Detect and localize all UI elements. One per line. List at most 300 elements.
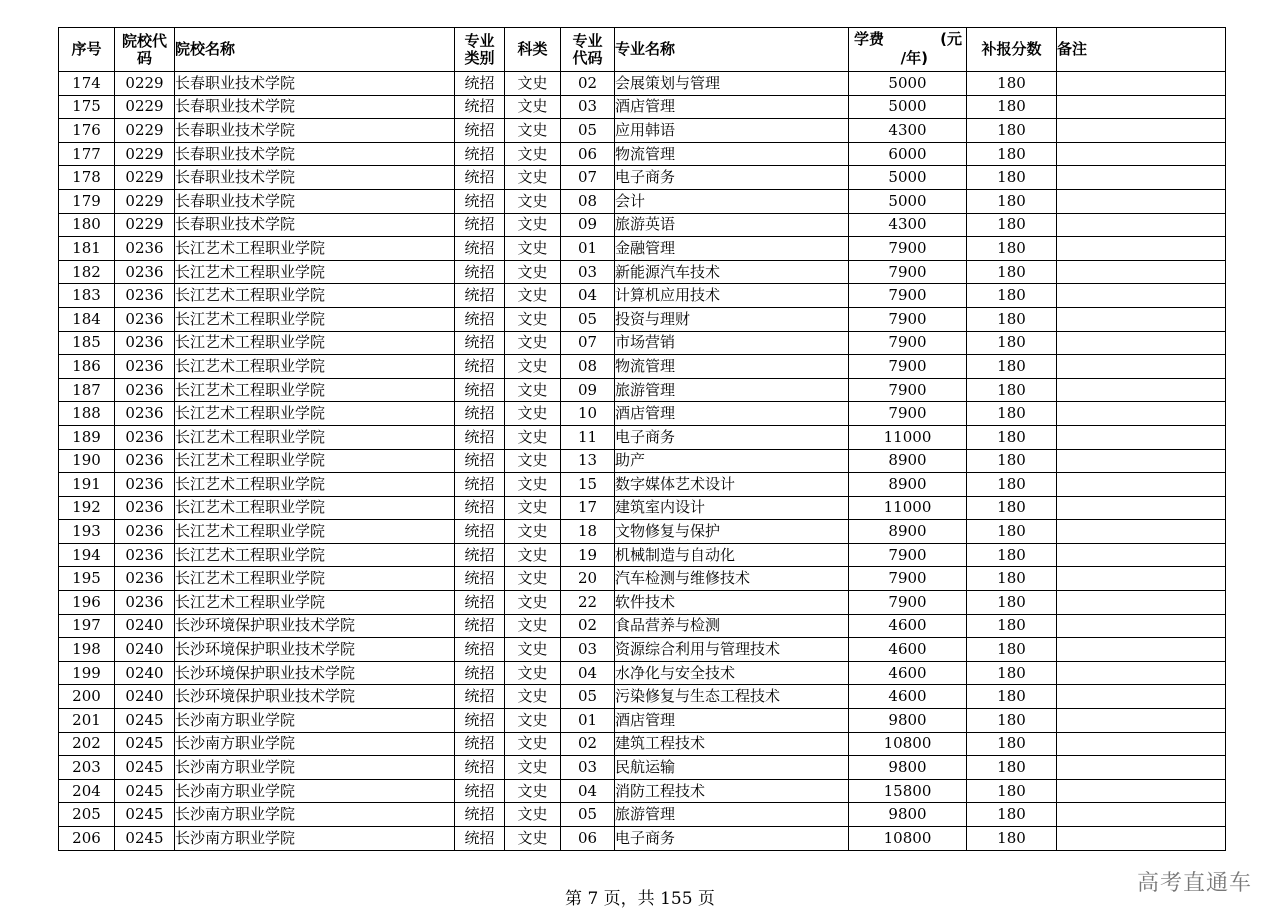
header-major-name: 专业名称	[615, 28, 849, 72]
cell-seq: 186	[59, 355, 115, 379]
cell-remarks	[1057, 567, 1226, 591]
cell-seq: 198	[59, 638, 115, 662]
cell-school-code: 0229	[115, 142, 175, 166]
cell-fee: 9800	[849, 803, 967, 827]
cell-school-name: 长沙南方职业学院	[175, 827, 455, 851]
cell-seq: 191	[59, 473, 115, 497]
table-row	[59, 402, 1226, 426]
cell-min-score: 180	[967, 685, 1057, 709]
cell-subject: 文史	[505, 72, 561, 96]
cell-min-score: 180	[967, 425, 1057, 449]
cell-subject: 文史	[505, 591, 561, 615]
cell-subject: 文史	[505, 355, 561, 379]
cell-subject: 文史	[505, 661, 561, 685]
cell-seq: 194	[59, 543, 115, 567]
cell-remarks	[1057, 496, 1226, 520]
table-row	[59, 638, 1226, 662]
cell-category: 统招	[455, 72, 505, 96]
cell-major-name: 应用韩语	[615, 119, 849, 143]
header-fee-label: 学费	[854, 30, 885, 48]
cell-seq: 181	[59, 237, 115, 261]
cell-subject: 文史	[505, 331, 561, 355]
cell-school-name: 长江艺术工程职业学院	[175, 496, 455, 520]
table-row	[59, 284, 1226, 308]
cell-remarks	[1057, 72, 1226, 96]
cell-school-code: 0245	[115, 827, 175, 851]
cell-major-name: 金融管理	[615, 237, 849, 261]
cell-school-name: 长春职业技术学院	[175, 142, 455, 166]
cell-min-score: 180	[967, 803, 1057, 827]
cell-subject: 文史	[505, 449, 561, 473]
cell-min-score: 180	[967, 520, 1057, 544]
cell-remarks	[1057, 543, 1226, 567]
table-header	[59, 28, 1226, 72]
table-row	[59, 614, 1226, 638]
header-category-line1: 专业	[464, 31, 495, 50]
cell-category: 统招	[455, 638, 505, 662]
header-major-code-line2: 代码	[572, 48, 603, 67]
cell-category: 统招	[455, 260, 505, 284]
cell-school-name: 长江艺术工程职业学院	[175, 449, 455, 473]
cell-category: 统招	[455, 827, 505, 851]
cell-seq: 185	[59, 331, 115, 355]
watermark-logo: 高考直通车	[1136, 871, 1252, 896]
cell-remarks	[1057, 685, 1226, 709]
cell-major-name: 资源综合利用与管理技术	[615, 638, 849, 662]
cell-major-code: 03	[561, 756, 615, 780]
cell-major-code: 04	[561, 661, 615, 685]
cell-min-score: 180	[967, 402, 1057, 426]
cell-remarks	[1057, 732, 1226, 756]
table-row	[59, 661, 1226, 685]
cell-seq: 189	[59, 425, 115, 449]
cell-category: 统招	[455, 95, 505, 119]
cell-category: 统招	[455, 756, 505, 780]
cell-seq: 202	[59, 732, 115, 756]
cell-subject: 文史	[505, 614, 561, 638]
cell-major-code: 03	[561, 260, 615, 284]
cell-category: 统招	[455, 425, 505, 449]
cell-category: 统招	[455, 378, 505, 402]
cell-subject: 文史	[505, 260, 561, 284]
cell-subject: 文史	[505, 473, 561, 497]
header-school-code	[115, 28, 175, 72]
cell-remarks	[1057, 307, 1226, 331]
cell-major-name: 会计	[615, 189, 849, 213]
cell-remarks	[1057, 284, 1226, 308]
cell-category: 统招	[455, 591, 505, 615]
cell-school-name: 长沙南方职业学院	[175, 756, 455, 780]
cell-major-code: 20	[561, 567, 615, 591]
cell-fee: 4600	[849, 685, 967, 709]
cell-school-name: 长沙南方职业学院	[175, 779, 455, 803]
table-row	[59, 355, 1226, 379]
header-school-code-line2: 码	[136, 48, 152, 67]
cell-school-code: 0236	[115, 425, 175, 449]
cell-major-name: 民航运输	[615, 756, 849, 780]
cell-seq: 178	[59, 166, 115, 190]
cell-category: 统招	[455, 567, 505, 591]
cell-min-score: 180	[967, 661, 1057, 685]
cell-school-code: 0229	[115, 72, 175, 96]
cell-school-code: 0236	[115, 284, 175, 308]
cell-major-name: 物流管理	[615, 142, 849, 166]
cell-major-code: 01	[561, 709, 615, 733]
header-seq: 序号	[59, 28, 115, 72]
cell-school-code: 0236	[115, 520, 175, 544]
cell-seq: 188	[59, 402, 115, 426]
cell-major-code: 11	[561, 425, 615, 449]
cell-major-name: 酒店管理	[615, 709, 849, 733]
cell-major-code: 05	[561, 307, 615, 331]
cell-major-code: 09	[561, 378, 615, 402]
cell-school-code: 0236	[115, 307, 175, 331]
cell-min-score: 180	[967, 284, 1057, 308]
table-row	[59, 827, 1226, 851]
cell-fee: 10800	[849, 827, 967, 851]
cell-major-code: 02	[561, 732, 615, 756]
cell-remarks	[1057, 355, 1226, 379]
cell-min-score: 180	[967, 449, 1057, 473]
cell-major-code: 06	[561, 827, 615, 851]
cell-seq: 204	[59, 779, 115, 803]
cell-seq: 197	[59, 614, 115, 638]
cell-major-code: 02	[561, 72, 615, 96]
table-row	[59, 72, 1226, 96]
cell-fee: 4600	[849, 614, 967, 638]
cell-min-score: 180	[967, 72, 1057, 96]
cell-school-name: 长沙环境保护职业技术学院	[175, 638, 455, 662]
table-row	[59, 709, 1226, 733]
cell-school-code: 0236	[115, 449, 175, 473]
cell-category: 统招	[455, 473, 505, 497]
cell-min-score: 180	[967, 260, 1057, 284]
cell-major-name: 文物修复与保护	[615, 520, 849, 544]
cell-major-name: 汽车检测与维修技术	[615, 567, 849, 591]
cell-category: 统招	[455, 803, 505, 827]
cell-seq: 192	[59, 496, 115, 520]
cell-subject: 文史	[505, 638, 561, 662]
cell-major-name: 新能源汽车技术	[615, 260, 849, 284]
cell-school-name: 长春职业技术学院	[175, 95, 455, 119]
cell-seq: 205	[59, 803, 115, 827]
header-fee-unit-close: /年)	[900, 49, 928, 67]
cell-school-code: 0240	[115, 661, 175, 685]
cell-category: 统招	[455, 237, 505, 261]
cell-seq: 196	[59, 591, 115, 615]
cell-min-score: 180	[967, 638, 1057, 662]
header-min-score: 补报分数	[967, 28, 1057, 72]
cell-major-name: 旅游管理	[615, 803, 849, 827]
cell-major-code: 17	[561, 496, 615, 520]
cell-min-score: 180	[967, 779, 1057, 803]
cell-fee: 6000	[849, 142, 967, 166]
cell-major-name: 助产	[615, 449, 849, 473]
cell-major-code: 18	[561, 520, 615, 544]
cell-category: 统招	[455, 331, 505, 355]
cell-remarks	[1057, 378, 1226, 402]
cell-school-code: 0229	[115, 213, 175, 237]
cell-fee: 7900	[849, 284, 967, 308]
cell-category: 统招	[455, 779, 505, 803]
cell-school-code: 0245	[115, 732, 175, 756]
cell-major-code: 13	[561, 449, 615, 473]
cell-min-score: 180	[967, 614, 1057, 638]
cell-major-name: 污染修复与生态工程技术	[615, 685, 849, 709]
table-row	[59, 237, 1226, 261]
table-row	[59, 260, 1226, 284]
cell-school-code: 0240	[115, 614, 175, 638]
table-row	[59, 473, 1226, 497]
cell-school-name: 长江艺术工程职业学院	[175, 591, 455, 615]
cell-major-code: 08	[561, 189, 615, 213]
cell-subject: 文史	[505, 402, 561, 426]
cell-category: 统招	[455, 189, 505, 213]
cell-category: 统招	[455, 661, 505, 685]
cell-school-name: 长江艺术工程职业学院	[175, 543, 455, 567]
table-row	[59, 591, 1226, 615]
cell-remarks	[1057, 95, 1226, 119]
cell-seq: 182	[59, 260, 115, 284]
cell-subject: 文史	[505, 803, 561, 827]
header-remarks: 备注	[1057, 28, 1226, 72]
header-school-name: 院校名称	[175, 28, 455, 72]
cell-category: 统招	[455, 520, 505, 544]
header-school-code-line1: 院校代	[121, 31, 167, 50]
cell-min-score: 180	[967, 237, 1057, 261]
cell-seq: 187	[59, 378, 115, 402]
cell-fee: 7900	[849, 331, 967, 355]
cell-remarks	[1057, 189, 1226, 213]
cell-subject: 文史	[505, 142, 561, 166]
header-major-code-line1: 专业	[572, 31, 603, 50]
cell-major-code: 08	[561, 355, 615, 379]
cell-remarks	[1057, 520, 1226, 544]
cell-category: 统招	[455, 709, 505, 733]
cell-school-name: 长江艺术工程职业学院	[175, 237, 455, 261]
cell-major-code: 01	[561, 237, 615, 261]
cell-remarks	[1057, 119, 1226, 143]
cell-major-code: 10	[561, 402, 615, 426]
cell-major-name: 软件技术	[615, 591, 849, 615]
cell-major-code: 22	[561, 591, 615, 615]
cell-school-name: 长春职业技术学院	[175, 72, 455, 96]
cell-subject: 文史	[505, 95, 561, 119]
cell-school-code: 0236	[115, 473, 175, 497]
cell-major-code: 04	[561, 284, 615, 308]
cell-remarks	[1057, 142, 1226, 166]
cell-fee: 11000	[849, 425, 967, 449]
cell-fee: 7900	[849, 237, 967, 261]
cell-school-name: 长江艺术工程职业学院	[175, 567, 455, 591]
table-row	[59, 166, 1226, 190]
cell-school-name: 长沙南方职业学院	[175, 732, 455, 756]
cell-major-name: 建筑工程技术	[615, 732, 849, 756]
cell-school-code: 0229	[115, 189, 175, 213]
cell-school-name: 长江艺术工程职业学院	[175, 355, 455, 379]
cell-fee: 9800	[849, 756, 967, 780]
cell-remarks	[1057, 331, 1226, 355]
cell-min-score: 180	[967, 378, 1057, 402]
cell-seq: 195	[59, 567, 115, 591]
table-row	[59, 543, 1226, 567]
cell-min-score: 180	[967, 756, 1057, 780]
cell-category: 统招	[455, 142, 505, 166]
cell-fee: 7900	[849, 355, 967, 379]
cell-school-code: 0229	[115, 166, 175, 190]
cell-subject: 文史	[505, 685, 561, 709]
table-row	[59, 378, 1226, 402]
cell-school-name: 长江艺术工程职业学院	[175, 331, 455, 355]
cell-category: 统招	[455, 496, 505, 520]
cell-subject: 文史	[505, 307, 561, 331]
cell-remarks	[1057, 709, 1226, 733]
cell-remarks	[1057, 425, 1226, 449]
cell-seq: 201	[59, 709, 115, 733]
table-row	[59, 425, 1226, 449]
cell-school-code: 0240	[115, 685, 175, 709]
table-row	[59, 331, 1226, 355]
cell-subject: 文史	[505, 779, 561, 803]
header-category	[455, 28, 505, 72]
cell-school-code: 0245	[115, 803, 175, 827]
cell-major-name: 电子商务	[615, 425, 849, 449]
cell-fee: 5000	[849, 166, 967, 190]
cell-subject: 文史	[505, 827, 561, 851]
cell-major-code: 05	[561, 803, 615, 827]
table-row	[59, 95, 1226, 119]
table-row	[59, 567, 1226, 591]
cell-seq: 176	[59, 119, 115, 143]
cell-major-code: 07	[561, 166, 615, 190]
cell-remarks	[1057, 260, 1226, 284]
cell-remarks	[1057, 638, 1226, 662]
cell-category: 统招	[455, 449, 505, 473]
cell-remarks	[1057, 779, 1226, 803]
cell-major-code: 07	[561, 331, 615, 355]
cell-min-score: 180	[967, 355, 1057, 379]
cell-fee: 10800	[849, 732, 967, 756]
cell-category: 统招	[455, 614, 505, 638]
cell-fee: 7900	[849, 402, 967, 426]
table-row	[59, 732, 1226, 756]
cell-subject: 文史	[505, 237, 561, 261]
cell-school-code: 0236	[115, 355, 175, 379]
table-row	[59, 142, 1226, 166]
cell-remarks	[1057, 213, 1226, 237]
cell-major-code: 09	[561, 213, 615, 237]
cell-remarks	[1057, 803, 1226, 827]
cell-subject: 文史	[505, 378, 561, 402]
cell-min-score: 180	[967, 95, 1057, 119]
cell-subject: 文史	[505, 189, 561, 213]
cell-seq: 175	[59, 95, 115, 119]
cell-seq: 184	[59, 307, 115, 331]
cell-min-score: 180	[967, 591, 1057, 615]
cell-remarks	[1057, 614, 1226, 638]
cell-school-name: 长春职业技术学院	[175, 119, 455, 143]
cell-major-name: 电子商务	[615, 827, 849, 851]
cell-school-code: 0236	[115, 331, 175, 355]
cell-fee: 7900	[849, 591, 967, 615]
cell-seq: 180	[59, 213, 115, 237]
cell-min-score: 180	[967, 166, 1057, 190]
cell-major-name: 电子商务	[615, 166, 849, 190]
cell-remarks	[1057, 402, 1226, 426]
cell-min-score: 180	[967, 189, 1057, 213]
cell-subject: 文史	[505, 213, 561, 237]
header-fee-unit-open: (元	[940, 30, 962, 48]
table-row	[59, 779, 1226, 803]
cell-fee: 4600	[849, 638, 967, 662]
header-major-code	[561, 28, 615, 72]
cell-school-code: 0236	[115, 591, 175, 615]
table-row	[59, 685, 1226, 709]
cell-remarks	[1057, 449, 1226, 473]
cell-fee: 7900	[849, 567, 967, 591]
cell-seq: 179	[59, 189, 115, 213]
cell-min-score: 180	[967, 307, 1057, 331]
cell-remarks	[1057, 166, 1226, 190]
cell-fee: 8900	[849, 520, 967, 544]
cell-fee: 8900	[849, 449, 967, 473]
table-row	[59, 449, 1226, 473]
cell-category: 统招	[455, 543, 505, 567]
cell-school-name: 长江艺术工程职业学院	[175, 473, 455, 497]
cell-min-score: 180	[967, 213, 1057, 237]
cell-major-name: 投资与理财	[615, 307, 849, 331]
table-row	[59, 119, 1226, 143]
header-fee	[849, 28, 967, 72]
cell-min-score: 180	[967, 473, 1057, 497]
cell-fee: 4300	[849, 119, 967, 143]
cell-major-code: 05	[561, 685, 615, 709]
cell-major-name: 数字媒体艺术设计	[615, 473, 849, 497]
cell-major-name: 物流管理	[615, 355, 849, 379]
cell-seq: 200	[59, 685, 115, 709]
cell-seq: 203	[59, 756, 115, 780]
cell-category: 统招	[455, 119, 505, 143]
cell-fee: 8900	[849, 473, 967, 497]
cell-seq: 193	[59, 520, 115, 544]
cell-school-code: 0236	[115, 237, 175, 261]
cell-major-name: 旅游英语	[615, 213, 849, 237]
cell-seq: 177	[59, 142, 115, 166]
cell-fee: 4300	[849, 213, 967, 237]
cell-school-name: 长江艺术工程职业学院	[175, 520, 455, 544]
cell-school-name: 长江艺术工程职业学院	[175, 260, 455, 284]
cell-seq: 206	[59, 827, 115, 851]
table-row	[59, 307, 1226, 331]
cell-category: 统招	[455, 355, 505, 379]
cell-school-name: 长春职业技术学院	[175, 189, 455, 213]
cell-school-name: 长沙环境保护职业技术学院	[175, 661, 455, 685]
cell-min-score: 180	[967, 543, 1057, 567]
table-body	[59, 72, 1226, 851]
cell-major-name: 建筑室内设计	[615, 496, 849, 520]
cell-subject: 文史	[505, 166, 561, 190]
table-row	[59, 496, 1226, 520]
cell-school-code: 0236	[115, 378, 175, 402]
cell-school-name: 长沙环境保护职业技术学院	[175, 685, 455, 709]
cell-subject: 文史	[505, 709, 561, 733]
cell-category: 统招	[455, 685, 505, 709]
cell-subject: 文史	[505, 284, 561, 308]
header-row	[59, 28, 1226, 72]
cell-major-code: 04	[561, 779, 615, 803]
cell-fee: 5000	[849, 95, 967, 119]
cell-min-score: 180	[967, 496, 1057, 520]
